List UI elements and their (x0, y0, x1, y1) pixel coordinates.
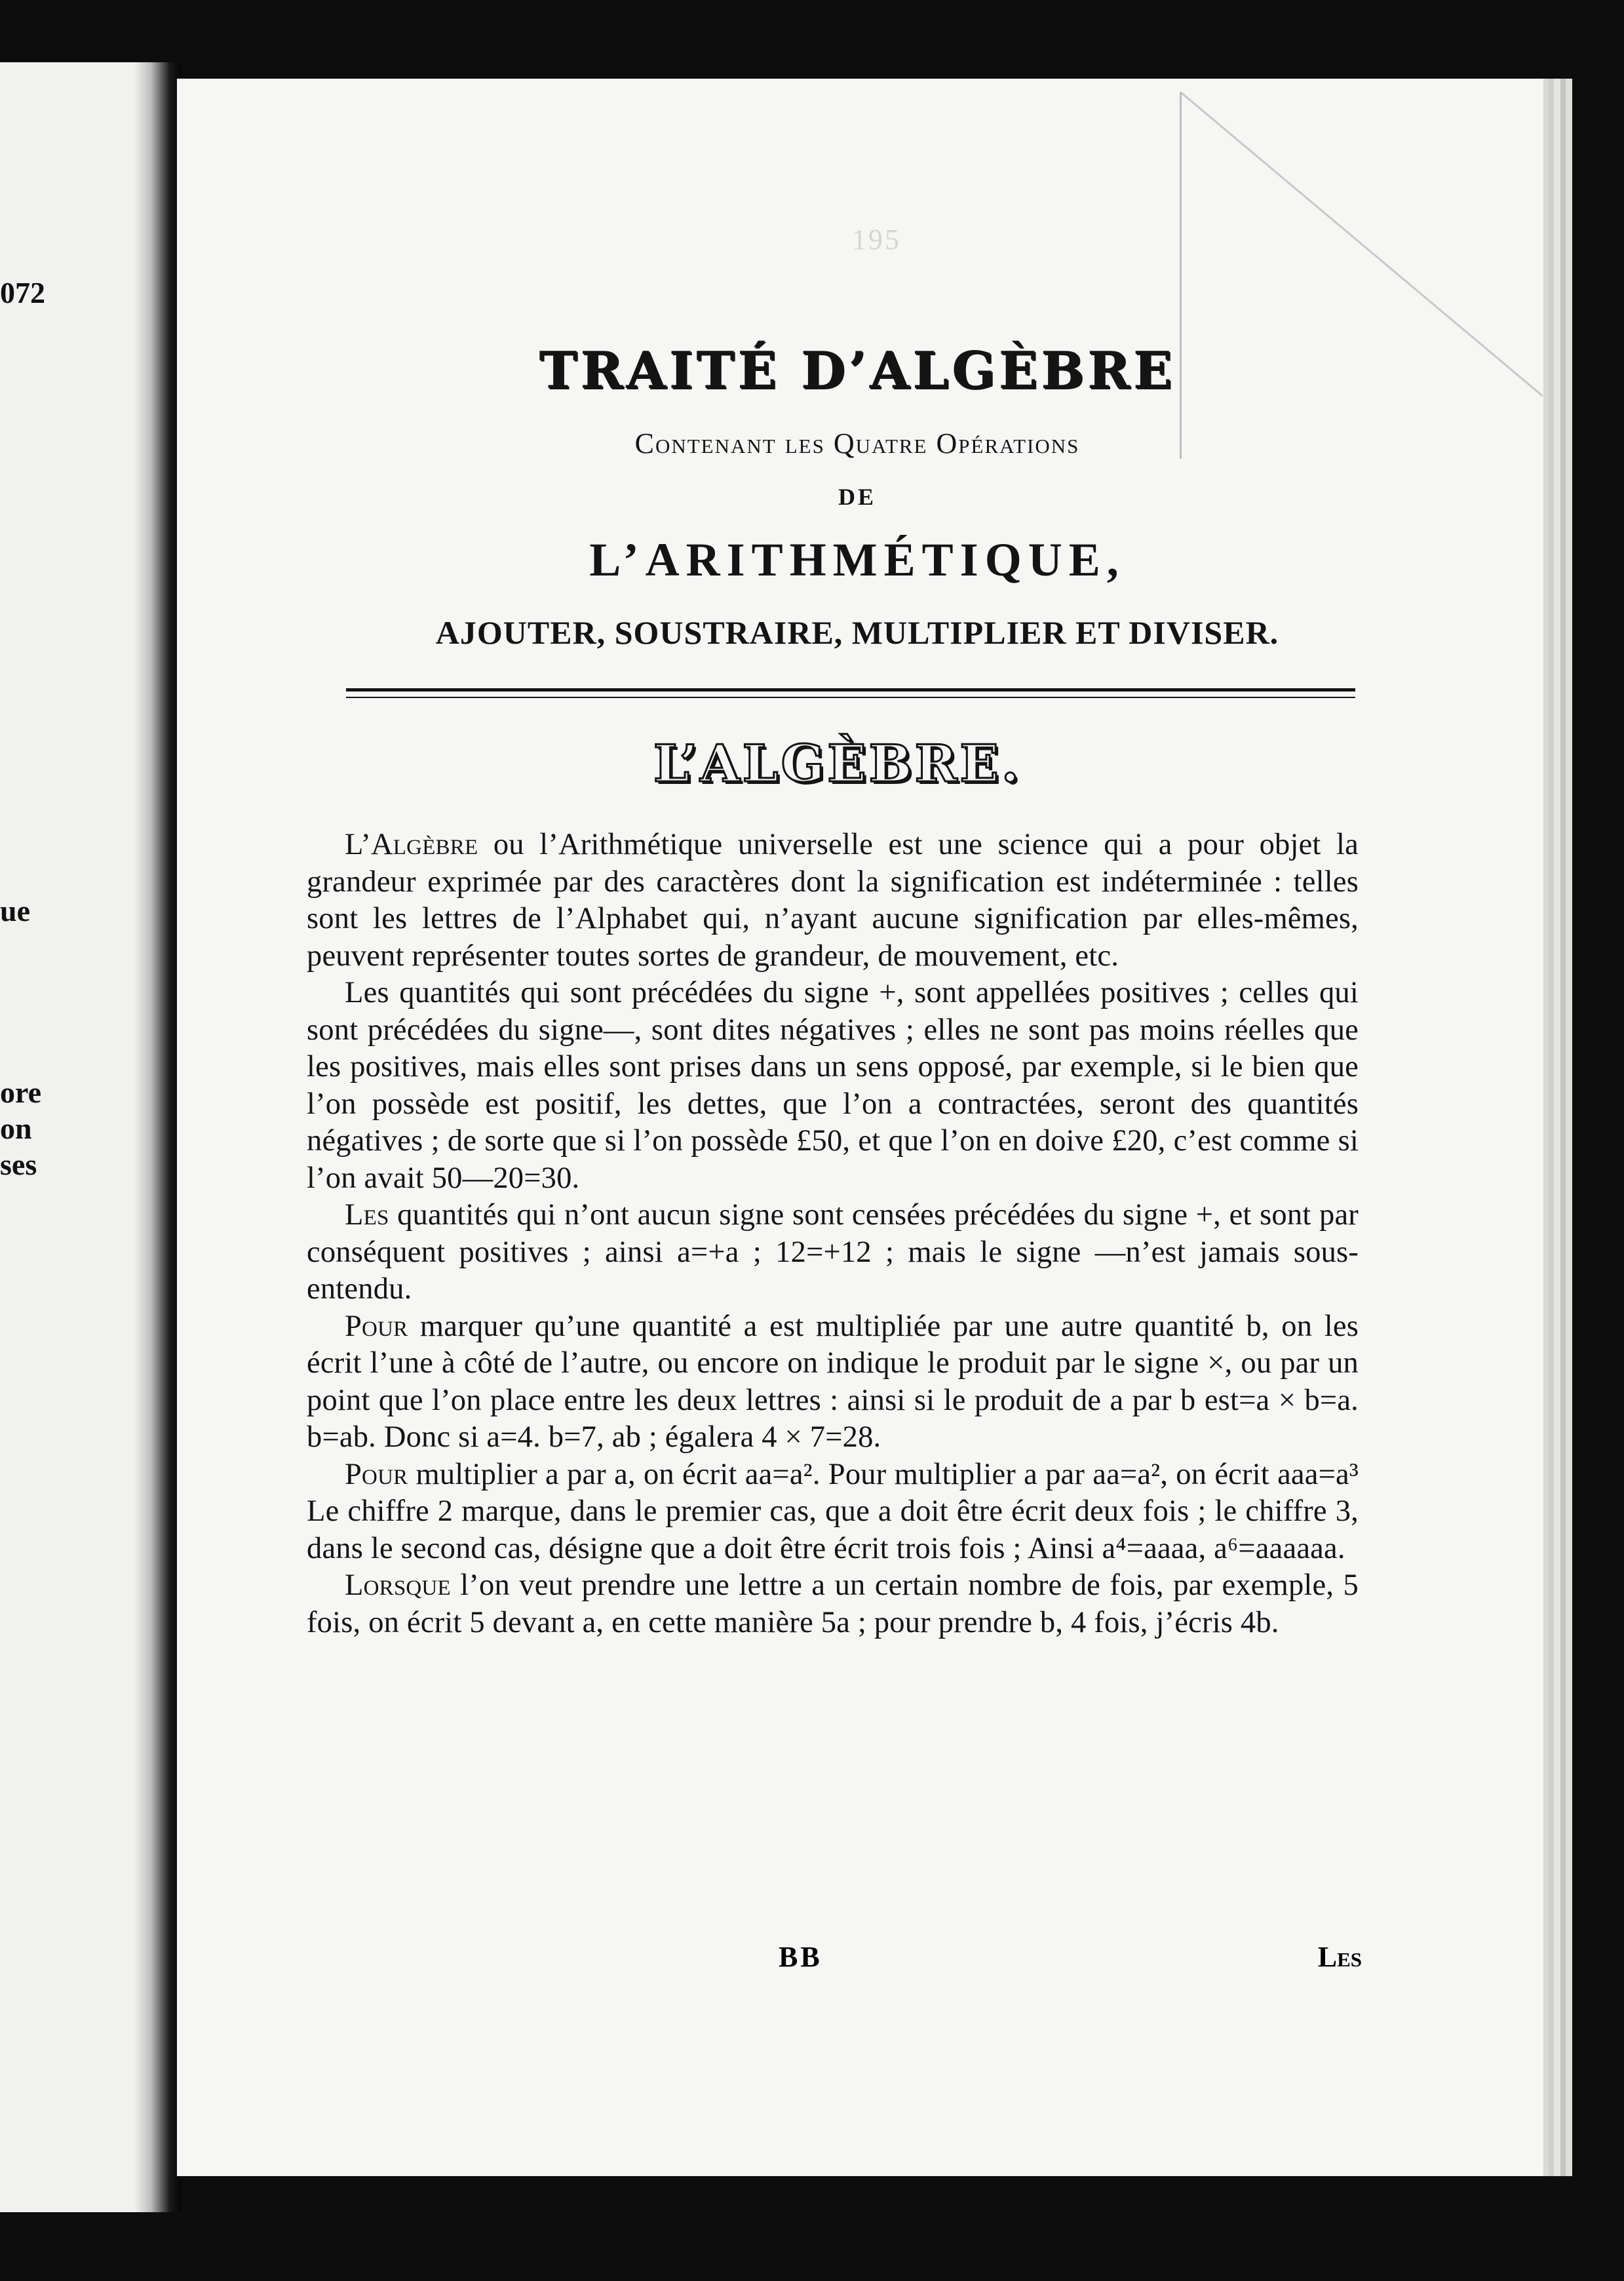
operations-line: AJOUTER, SOUSTRAIRE, MULTIPLIER ET DIVISER. (435, 614, 1279, 651)
paragraph-text: Les quantités qui sont précédées du signe +, sont appellées positives ; celles qui sont précédées du signe—, sont dites négatives ; elles ne sont pas moins réelles que les positives, mais elles sont prises dans un sens opposé, par exemple, si le bien que l’on possède est positif, les dettes, que l’on a contractées, seront des quantités négatives ; de sorte que si l’on possède £50, et que l’on en doive £20, c’est comme si l’on avait 50—20=30. (307, 976, 1359, 1195)
paragraph-text: ou l’Arithmétique universelle est une science qui a pour objet la grandeur exprimée par des caractères dont la signification est indéterminée : telles sont les lettres de l’Alphabet qui, n’ayant aucune signification par elles-mêmes, peuvent représenter toutes sortes de grandeur, de mouvement, etc. (307, 828, 1359, 973)
signature-mark: BB (779, 1941, 822, 1973)
page-footer (307, 1940, 1362, 1979)
book-spine (134, 62, 182, 2212)
scan-border-top (0, 0, 1624, 62)
facing-page-fragment: ue (0, 894, 30, 927)
paragraph (307, 1456, 1359, 1568)
paragraph-text: multiplier a par a, on écrit aa=a². Pour multiplier a par aa=a², on écrit aaa=a³ Le chiffre 2 marque, dans le premier cas, que a doit être écrit deux fois ; le chiffre 3, dans le second cas, désigne que a doit être écrit trois fois ; Ainsi a⁴=aaaa, a⁶=aaaaaa. (307, 1457, 1359, 1565)
paragraph-lead: Lorsque (345, 1569, 451, 1602)
paragraph (307, 1308, 1359, 1456)
paragraph-lead: Pour (345, 1309, 408, 1343)
facing-page-fragment: ore (0, 1076, 42, 1109)
book-subject: L’ARITHMÉTIQUE, (589, 534, 1125, 586)
paragraph-text: l’on veut prendre une lettre a un certain nombre de fois, par exemple, 5 fois, on écrit 5 devant a, en cette manière 5a ; pour prendre b, 4 fois, j’écris 4b. (307, 1569, 1359, 1639)
paragraph (307, 1197, 1359, 1308)
facing-page-fragment: on (0, 1112, 32, 1145)
body-text (307, 827, 1359, 1641)
paragraph-lead: Pour (345, 1457, 408, 1491)
paragraph-lead: Les (345, 1198, 389, 1232)
paragraph-lead: L’Algèbre (345, 828, 478, 861)
subtitle-connector: DE (838, 484, 876, 510)
page-content (307, 341, 1359, 1641)
book-subtitle: Contenant les Quatre Opérations (634, 427, 1080, 459)
facing-page-fragment: ses (0, 1148, 37, 1181)
bleed-through-page-number: 195 (852, 224, 901, 256)
double-rule-divider (346, 688, 1355, 698)
paragraph (307, 1567, 1359, 1641)
scan-border-bottom (0, 2212, 1624, 2281)
paragraph-text: quantités qui n’ont aucun signe sont censées précédées du signe +, et sont par conséquent positives ; ainsi a=+a ; 12=+12 ; mais le signe —n’est jamais sous-entendu. (307, 1198, 1359, 1306)
facing-page-fragment: 072 (0, 276, 45, 309)
paragraph (307, 827, 1359, 975)
paragraph (307, 975, 1359, 1197)
paragraph-text: marquer qu’une quantité a est multipliée par une autre quantité b, on les écrit l’une à côté de l’autre, ou encore on indique le produit par le signe ×, ou par un point que l’on place entre les deux lettres : ainsi si le produit de a par b est=a × b=a. b=ab. Donc si a=4. b=7, ab ; égalera 4 × 7=28. (307, 1309, 1359, 1454)
section-heading: L’ALGÈBRE. (653, 734, 1022, 794)
book-title: TRAITÉ D’ALGÈBRE (539, 341, 1176, 400)
catchword: Les (1317, 1941, 1362, 1973)
